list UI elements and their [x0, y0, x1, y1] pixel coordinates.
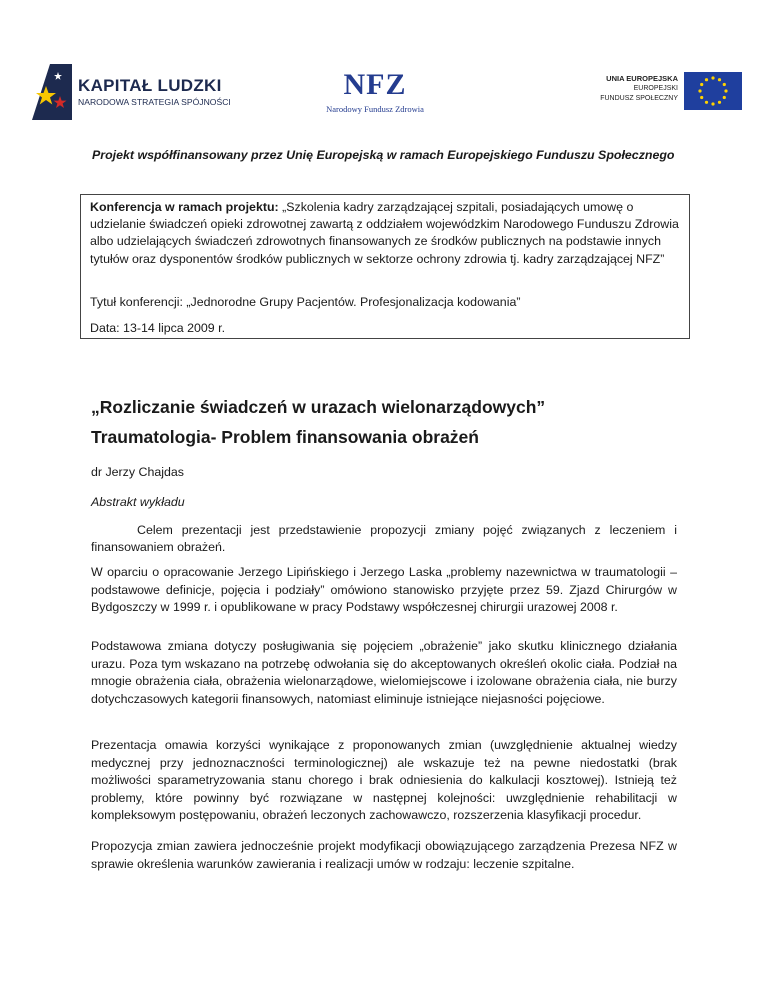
ue-line3: FUNDUSZ SPOŁECZNY [600, 95, 678, 102]
ue-efs-logo [590, 72, 742, 110]
kapital-ludzki-logo [30, 62, 231, 122]
author: dr Jerzy Chajdas [91, 465, 184, 479]
ue-text [600, 74, 678, 104]
nfz-title: NFZ [343, 68, 407, 101]
conference-label: Konferencja w ramach projektu: [90, 200, 279, 214]
lecture-subtitle: Traumatologia- Problem finansowania obrażeń [91, 427, 479, 447]
abstract-label: Abstrakt wykładu [91, 495, 185, 509]
paragraph: Podstawowa zmiana dotyczy posługiwania się pojęciem „obrażenie” jako skutku klinicznego działania urazu. Poza tym wskazano na potrzebę odwołania się do akceptowanych określeń okolic ciała. Podział na mnogie obrażenia ciała, obrażenia wielonarządowe, wielomiejscowe i izolowane obrażenia ciała, nie burzy dotychczasowych kategorii finansowych, natomiast eliminuje istniejące niejasności pojęciowe. [91, 639, 677, 706]
kapital-ludzki-subtitle: NARODOWA STRATEGIA SPÓJNOŚCI [78, 97, 231, 107]
paragraph: Prezentacja omawia korzyści wynikające z proponowanych zmian (uwzględnienie aktualnej wiedzy medycznej przy jednoznaczności terminologicznej) ale wskazuje też na pewne niedostatki (brak możliwości sparametryzowania stanu chorego i brak odniesienia do kalkulacji kosztowej). Istnieją też problemy, które powinny być rozwiązane w następnej kolejności: uwzględnienie rehabilitacji w kompleksowym postępowaniu, obrażeń leczonych zachowawczo, rozszerzenia klasyfikacji procedur. [91, 738, 677, 823]
nfz-subtitle: Narodowy Fundusz Zdrowia [326, 104, 424, 114]
conference-title: Tytuł konferencji: „Jednorodne Grupy Pacjentów. Profesjonalizacja kodowania” [90, 295, 521, 309]
paragraph: W oparciu o opracowanie Jerzego Lipińskiego i Jerzego Laska „problemy nazewnictwa w traumatologii – podstawowe definicje, pojęcia i podziały” omówiono stanowisko przyjęte przez 59. Zjazd Chirurgów w Bydgoszczy w 1999 r. i opublikowane w pracy Podstawy współczesnej chirurgii urazowej 2008 r. [91, 565, 677, 615]
project-cofinancing-line: Projekt współfinansowany przez Unię Europejską w ramach Europejskiego Funduszu Społecznego [92, 148, 675, 162]
ue-line1: UNIA EUROPEJSKA [606, 74, 678, 83]
kapital-ludzki-emblem-icon [30, 62, 74, 122]
kapital-ludzki-title: KAPITAŁ LUDZKI [78, 76, 222, 95]
conference-info-box [80, 194, 690, 339]
eu-flag-icon [684, 72, 742, 110]
nfz-logo [320, 70, 430, 114]
conference-description [90, 199, 682, 268]
conference-text: „Szkolenia kadry zarządzającej szpitali, posiadających umowę o udzielanie świadczeń opieki zdrowotnej zawartą z oddziałem wojewódzkim Narodowego Funduszu Zdrowia albo udzielających świadczeń zdrowotnych finansowanych ze środków publicznych na podstawie innych tytułów oraz dysponentów środków publicznych w sektorze ochrony zdrowia tj. kadry zarządzającej NFZ” [90, 200, 679, 266]
ue-line2: EUROPEJSKI [633, 85, 678, 92]
lecture-title: „Rozliczanie świadczeń w urazach wielonarządowych” [91, 397, 546, 417]
paragraph: Propozycja zmian zawiera jednocześnie projekt modyfikacji obowiązującego zarządzenia Prezesa NFZ w sprawie określenia warunków zawierania i realizacji umów w rodzaju: leczenie szpitalne. [91, 839, 677, 871]
paragraph: Celem prezentacji jest przedstawienie propozycji zmiany pojęć związanych z leczeniem i finansowaniem obrażeń. [91, 523, 677, 554]
conference-date: Data: 13-14 lipca 2009 r. [90, 321, 226, 335]
